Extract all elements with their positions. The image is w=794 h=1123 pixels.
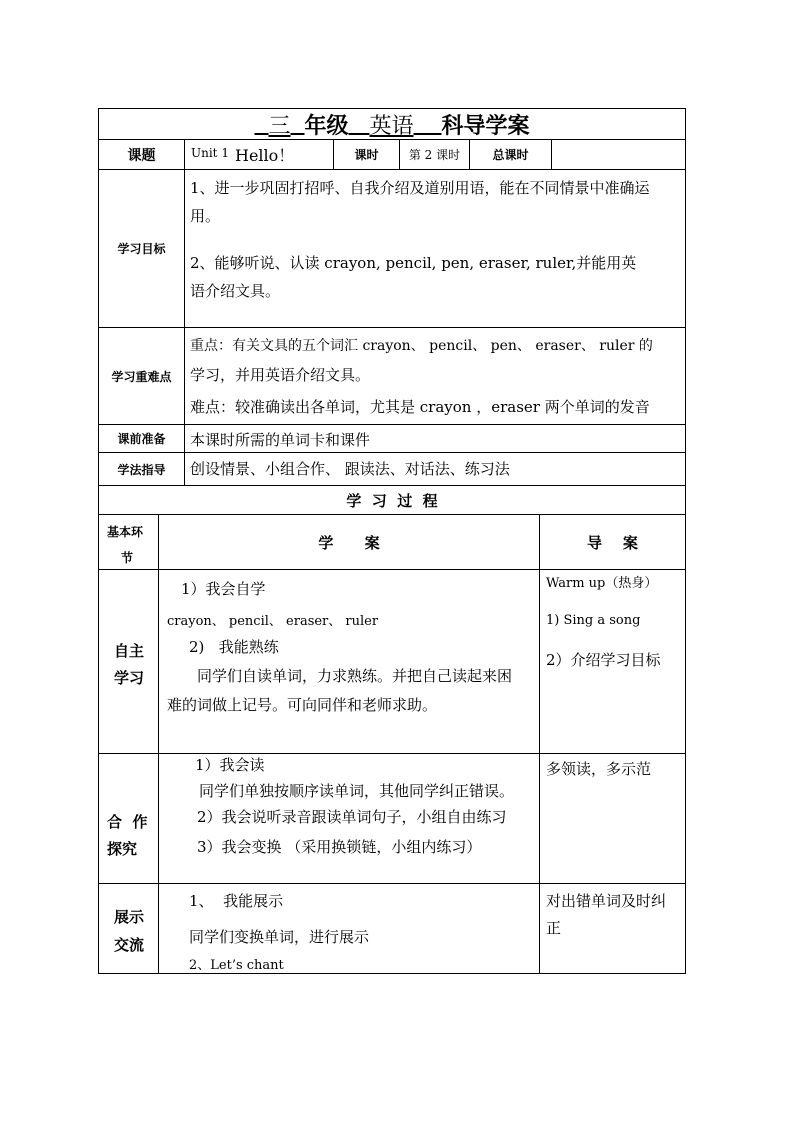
col-step-b: 节 xyxy=(121,551,134,565)
cooperate-l4: 3）我会变换 （采用换锁链，小组内练习） xyxy=(197,838,482,856)
title-blank-subject-post xyxy=(414,112,442,137)
cooperate-label-a: 合 作 xyxy=(107,813,148,831)
display-plan xyxy=(158,884,539,973)
self-study-l3: 2) 我能熟练 xyxy=(189,638,279,656)
display-label-a: 展示 xyxy=(114,908,145,926)
process-heading: 学 习 过 程 xyxy=(346,491,438,510)
cooperate-label xyxy=(99,754,158,883)
self-study-row xyxy=(99,569,685,753)
method-value: 创设情景、小组合作、 跟读法、对话法、练习法 xyxy=(190,460,510,478)
process-heading-row xyxy=(99,485,685,514)
page-title xyxy=(99,109,685,139)
method-row xyxy=(99,452,685,485)
display-guide xyxy=(539,884,685,973)
display-l1: 1、 我能展示 xyxy=(189,892,284,910)
period-label: 课时 xyxy=(333,140,399,169)
topic-value xyxy=(184,140,333,169)
cooperate-label-b: 探究 xyxy=(107,840,138,858)
lesson-plan-table xyxy=(98,108,686,974)
display-row xyxy=(99,883,685,973)
goals-row xyxy=(99,169,685,327)
cooperate-g1: 多领读，多示范 xyxy=(546,760,652,778)
prep-value: 本课时所需的单词卡和课件 xyxy=(190,431,371,449)
display-l3: 2、Let’s chant xyxy=(189,958,284,973)
self-study-l4: 同学们自读单词，力求熟练。并把自己读起来困 xyxy=(197,667,513,685)
lesson-title: Hello！ xyxy=(235,146,295,165)
key-points-label: 学习重难点 xyxy=(111,369,172,384)
col-step-a: 基本环 xyxy=(107,525,144,539)
self-study-l5: 难的词做上记号。可向同伴和老师求助。 xyxy=(167,696,438,714)
key-line-2: 难点：较准确读出各单词，尤其是 crayon ，eraser 两个单词的发音 xyxy=(190,398,650,416)
display-g2: 正 xyxy=(546,919,562,937)
self-study-l1: 1）我会自学 xyxy=(181,580,266,598)
goal-line-1: 1、进一步巩固打招呼、自我介绍及道别用语，能在不同情景中准确运 xyxy=(190,179,650,197)
self-study-g1: Warm up（热身） xyxy=(546,576,658,591)
key-line-1b: 学习，并用英语介绍文具。 xyxy=(190,366,371,384)
title-grade: 三 xyxy=(268,113,291,139)
self-study-g2: 1) Sing a song xyxy=(546,613,641,628)
title-blank-mid xyxy=(291,112,305,137)
process-header-row xyxy=(99,514,685,569)
total-value xyxy=(551,140,685,169)
col-guide-header: 导 案 xyxy=(539,515,685,569)
cooperate-row xyxy=(99,753,685,883)
display-l2: 同学们变换单词，进行展示 xyxy=(189,928,370,946)
title-subject: 英语 xyxy=(369,113,414,139)
display-label xyxy=(99,884,158,973)
self-study-label-b: 学习 xyxy=(114,669,145,687)
title-suffix: 科导学案 xyxy=(441,112,530,139)
self-study-label-a: 自主 xyxy=(114,642,145,660)
goals-content xyxy=(184,170,685,327)
info-row xyxy=(99,139,685,169)
title-blank-left xyxy=(254,112,268,137)
goal-line-1b: 用。 xyxy=(190,207,221,225)
method-content xyxy=(184,453,685,485)
col-step-header xyxy=(99,515,158,569)
title-row xyxy=(99,109,685,139)
topic-label: 课题 xyxy=(127,147,156,164)
key-points-content xyxy=(184,328,685,424)
period-value: 第 2 课时 xyxy=(399,140,469,169)
display-g1: 对出错单词及时纠 xyxy=(546,892,667,910)
self-study-g3: 2）介绍学习目标 xyxy=(546,651,661,669)
self-study-label xyxy=(99,570,158,753)
unit-text: Unit 1 xyxy=(191,146,229,160)
cooperate-l3: 2）我会说听录音跟读单词句子，小组自由练习 xyxy=(197,808,507,826)
prep-label: 课前准备 xyxy=(117,432,166,446)
method-label: 学法指导 xyxy=(117,462,166,477)
key-points-row xyxy=(99,327,685,424)
goal-line-2b: 语介绍文具。 xyxy=(190,282,281,300)
title-grade-suffix: 年级 xyxy=(304,112,349,139)
self-study-plan xyxy=(158,570,539,753)
title-blank-subject-pre xyxy=(349,112,370,137)
cooperate-l2: 同学们单独按顺序读单词，其他同学纠正错误。 xyxy=(199,782,515,800)
cooperate-l1: 1）我会读 xyxy=(195,756,265,774)
display-label-b: 交流 xyxy=(114,936,145,954)
cooperate-guide xyxy=(539,754,685,883)
self-study-guide xyxy=(539,570,685,753)
total-label: 总课时 xyxy=(469,140,551,169)
prep-content xyxy=(184,425,685,452)
cooperate-plan xyxy=(158,754,539,883)
goals-label: 学习目标 xyxy=(117,242,166,256)
self-study-l2: crayon、 pencil、 eraser、 ruler xyxy=(167,614,379,629)
goal-line-2: 2、能够听说、认读 crayon, pencil, pen, eraser, ruler,并能用英 xyxy=(190,254,637,272)
key-line-1: 重点：有关文具的五个词汇 crayon、 pencil、 pen、 eraser、 ruler 的 xyxy=(190,338,653,354)
prep-row xyxy=(99,424,685,452)
col-plan-header: 学 案 xyxy=(158,515,539,569)
